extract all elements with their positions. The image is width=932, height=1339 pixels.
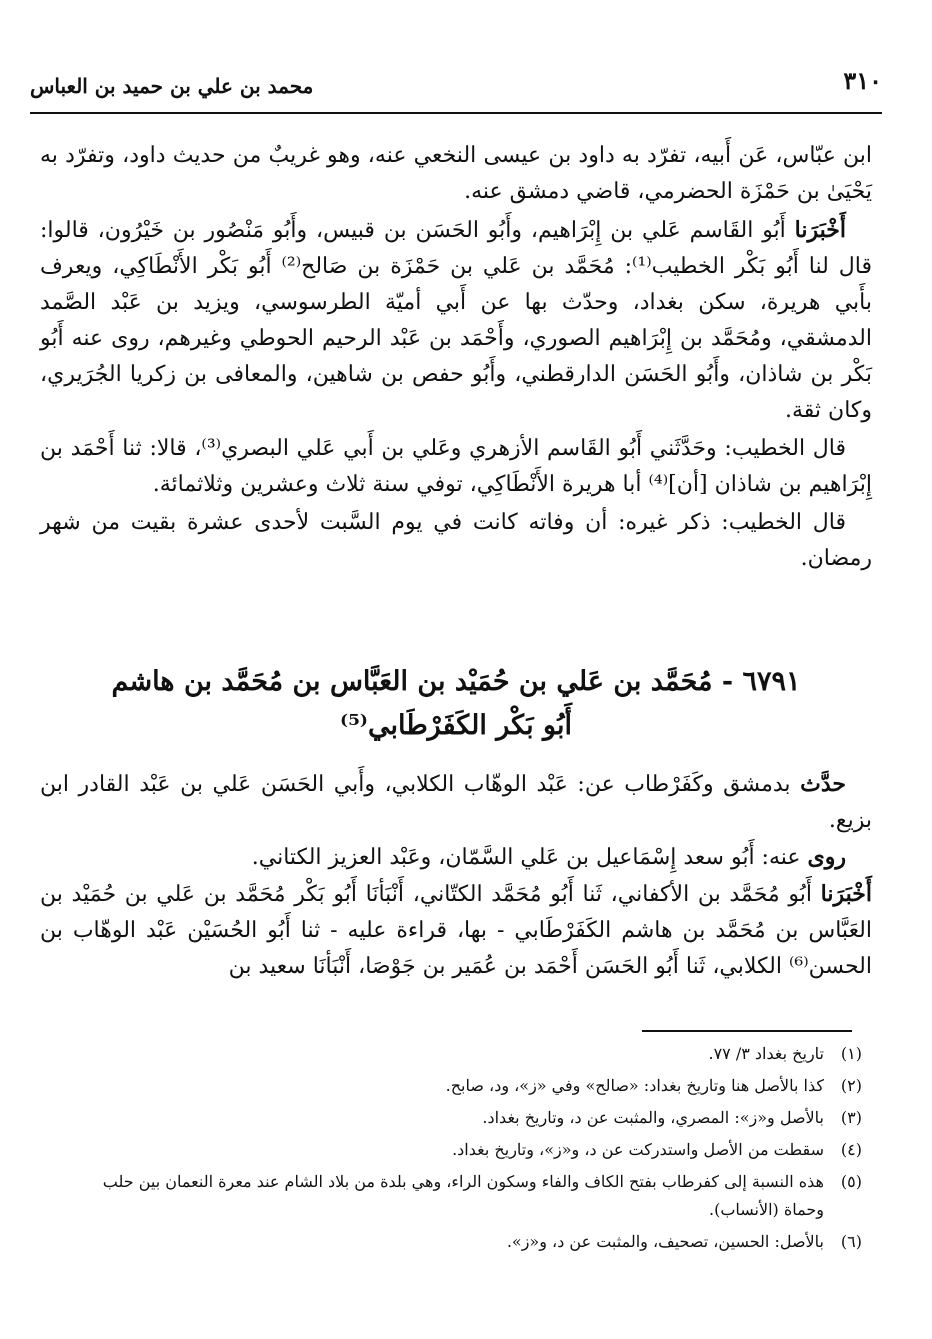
paragraph-text: بدمشق وكَفَرْطاب عن: عَبْد الوهّاب الكلابي، وأَبي الحَسَن عَلي بن عَبْد القادر ابن بزيع. <box>40 772 872 833</box>
footnote-number: (١) <box>840 1044 862 1063</box>
paragraph <box>40 876 872 985</box>
footnote-number: (٣) <box>840 1108 862 1127</box>
entry-heading <box>40 660 872 748</box>
paragraph-lead: أَخْبَرَنا <box>794 217 846 243</box>
footnote <box>60 1228 862 1256</box>
footnote <box>60 1104 862 1132</box>
footnote <box>60 1168 862 1224</box>
main-text <box>40 138 872 577</box>
paragraph: ابن عبّاس، عَن أَبيه، تفرّد به داود بن عيسى النخعي عنه، وهو غريبٌ من حديث داود، وتفرّد به يَحْيَىٰ بن حَمْزَة الحضرمي، قاضي دمشق عنه. <box>40 143 872 204</box>
paragraph-text: أَبُو القَاسم عَلي بن إِبْرَاهيم، وأَبُو الحَسَن بن قبيس، وأَبُو مَنْصُور بن خَيْرُون، قالوا: قال لنا أَبُو بَكْر الخطيب⁽¹⁾: مُحَمَّد بن عَلي بن حَمْزَة بن صَالح⁽²⁾ أَبُو بَكْر الأَنْطَاكِي، ويعرف بأَبي هريرة، سكن بغداد، وحدّث بها عن أَبي أميّة الطرسوسي، ويزيد بن عَبْد الصَّمد الدمشقي، ومُحَمَّد بن إِبْرَاهيم الصوري، وأَحْمَد بن عَبْد الرحيم الحوطي وغيرهم، روى عنه أَبُو بَكْر بن شاذان، وأَبُو الحَسَن الدارقطني، وأَبُو حفص بن شاهين، والمعافى بن زكريا الجُرَيري، وكان ثقة. <box>40 218 872 423</box>
footnote-text: تاريخ بغداد ٣/ ٧٧. <box>708 1044 824 1063</box>
footnote-number: (٢) <box>840 1076 862 1095</box>
footnote <box>60 1072 862 1100</box>
footnote-number: (٥) <box>840 1172 862 1191</box>
page-number: ٣١٠ <box>843 66 882 95</box>
footnote-text: هذه النسبة إلى كفرطاب بفتح الكاف والفاء وسكون الراء، وهي بلدة من بلاد الشام عند معرة النعمان بين حلب وحماة (الأنساب). <box>102 1172 824 1219</box>
footnote-text: بالأصل: الحسين، تصحيف، والمثبت عن د، و«ز». <box>506 1232 824 1251</box>
paragraph <box>40 839 872 876</box>
header-rule <box>30 112 882 114</box>
footnote-text: كذا بالأصل هنا وتاريخ بغداد: «صالح» وفي «ز»، ود، صابح. <box>445 1076 824 1095</box>
paragraph-lead: حدَّث <box>800 771 846 797</box>
footnote-number: (٦) <box>840 1232 862 1251</box>
footnote-text: بالأصل و«ز»: المصري، والمثبت عن د، وتاريخ بغداد. <box>482 1108 824 1127</box>
paragraph <box>40 766 872 839</box>
paragraph-text: عنه: أَبُو سعد إِسْمَاعيل بن عَلي السَّمّان، وعَبْد العزيز الكتاني. <box>251 845 808 870</box>
footnote-text: سقطت من الأصل واستدركت عن د، و«ز»، وتاريخ بغداد. <box>452 1140 824 1159</box>
entry-title-line: أَبُو بَكْر الكَفَرْطَابي⁽⁵⁾ <box>340 710 572 741</box>
paragraph: قال الخطيب: ذكر غيره: أن وفاته كانت في يوم السَّبت لأحدى عشرة بقيت من شهر رمضان. <box>40 510 872 571</box>
entry-text <box>40 766 872 985</box>
entry-title-line: ٦٧٩١ - مُحَمَّد بن عَلي بن حُمَيْد بن العَبَّاس بن مُحَمَّد بن هاشم <box>111 666 801 697</box>
page-header <box>30 58 882 114</box>
footnote-number: (٤) <box>840 1140 862 1159</box>
paragraph: قال الخطيب: وحَدَّثَني أَبُو القَاسم الأزهري وعَلي بن أَبي عَلي البصري⁽³⁾، قالا: ثنا أَحْمَد بن إِبْرَاهيم بن شاذان [أن]⁽⁴⁾ أبا هريرة الأَنْطَاكِي، توفي سنة ثلاث وعشرين وثلاثمائة. <box>40 436 872 497</box>
footnotes <box>60 1040 862 1260</box>
paragraph-lead: أَخْبَرَنا <box>820 881 872 907</box>
paragraph-text: أَبُو مُحَمَّد بن الأكفاني، ثَنا أَبُو مُحَمَّد الكتّاني، أَنْبَأنَا أَبُو بَكْر مُحَمَّد بن عَلي بن حُمَيْد بن العَبَّاس بن مُحَمَّد بن هاشم الكَفَرْطَابي - بها، قراءة عليه - ثنا أَبُو الحُسَيْن عَبْد الوهّاب بن الحسن⁽⁶⁾ الكلابي، ثَنا أَبُو الحَسَن أَحْمَد بن عُمَير بن جَوْصَا، أَنْبَأنَا سعيد بن <box>40 882 872 979</box>
footnote-rule <box>642 1030 852 1032</box>
paragraph <box>40 212 872 429</box>
running-title: محمد بن علي بن حميد بن العباس <box>30 74 314 98</box>
paragraph-lead: روى <box>807 844 846 870</box>
footnote <box>60 1136 862 1164</box>
footnote <box>60 1040 862 1068</box>
